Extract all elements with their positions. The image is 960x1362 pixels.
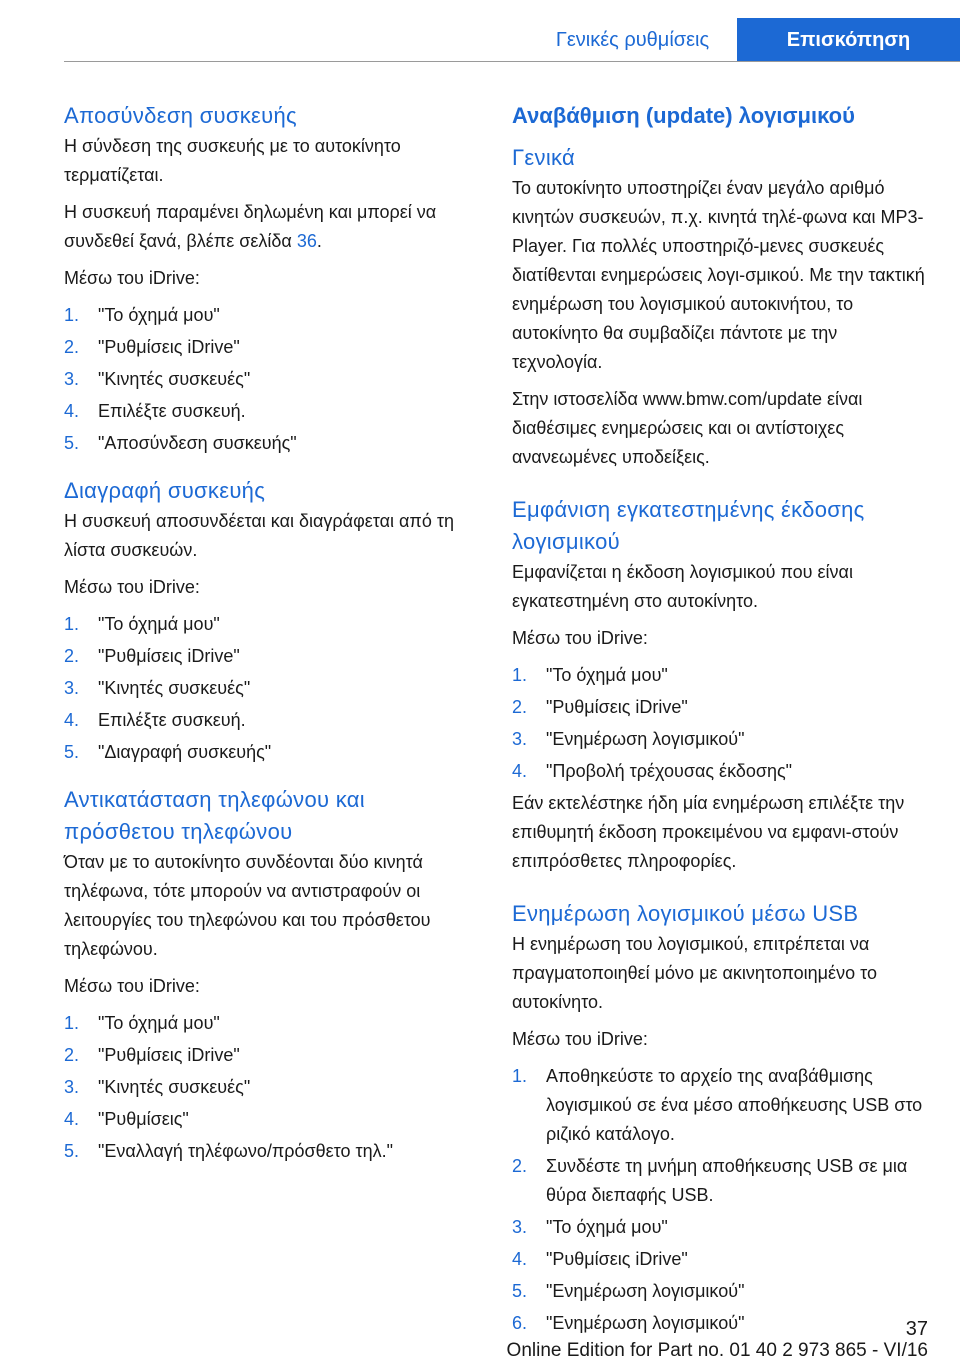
step-number: 5. — [512, 1281, 528, 1301]
list-item — [512, 1062, 926, 1149]
step-text: Συνδέστε τη μνήμη αποθήκευσης USB σε μια θύρα διεπαφής USB. — [546, 1156, 908, 1205]
steps-list — [64, 610, 478, 767]
step-text: "Το όχημά μου" — [546, 665, 668, 685]
step-number: 4. — [64, 401, 80, 421]
section-title: Διαγραφή συσκευής — [64, 478, 266, 503]
chapter-title: Αναβάθμιση (update) λογισμικού — [512, 103, 855, 128]
step-text: "Εναλλαγή τηλέφωνο/πρόσθετο τηλ." — [98, 1141, 394, 1161]
list-item — [64, 397, 478, 426]
step-text: "Ενημέρωση λογισμικού" — [546, 1313, 745, 1333]
step-number: 1. — [64, 1013, 80, 1033]
step-number: 5. — [64, 1141, 80, 1161]
paragraph — [64, 198, 478, 256]
step-text: "Το όχημά μου" — [98, 305, 220, 325]
step-text: Αποθηκεύστε το αρχείο της αναβάθμισης λογισμικού σε ένα μέσο αποθήκευσης USB στο ριζικό κατάλογο. — [546, 1066, 923, 1144]
step-number: 3. — [64, 678, 80, 698]
step-text: "Κινητές συσκευές" — [98, 678, 251, 698]
list-item — [64, 642, 478, 671]
step-number: 2. — [512, 1156, 528, 1176]
paragraph: Η συσκευή αποσυνδέεται και διαγράφεται από τη λίστα συσκευών. — [64, 511, 454, 560]
step-number: 3. — [64, 1077, 80, 1097]
step-text: "Το όχημά μου" — [546, 1217, 668, 1237]
header-divider — [64, 61, 960, 62]
step-number: 5. — [64, 433, 80, 453]
list-item — [512, 1152, 926, 1210]
list-item — [64, 1105, 478, 1134]
step-number: 6. — [512, 1313, 528, 1333]
page-reference-link[interactable]: 36 — [296, 231, 317, 251]
step-number: 4. — [64, 1109, 80, 1129]
step-number: 2. — [64, 337, 80, 357]
list-item — [64, 674, 478, 703]
footer-edition: Online Edition for Part no. 01 40 2 973 865 - VI/16 — [506, 1340, 928, 1361]
list-item — [512, 1245, 926, 1274]
list-item — [512, 1213, 926, 1242]
list-item — [512, 757, 926, 786]
step-text: "Ρυθμίσεις iDrive" — [98, 337, 240, 357]
section-usb-update — [512, 898, 926, 1338]
section-title: Γενικά — [512, 145, 576, 170]
steps-list — [64, 301, 478, 458]
paragraph: Εμφανίζεται η έκδοση λογισμικού που είναι εγκατεστημένη στο αυτοκίνητο. — [512, 562, 853, 611]
section-general — [512, 142, 926, 472]
list-item — [512, 1277, 926, 1306]
list-item — [64, 1137, 478, 1166]
list-item — [64, 429, 478, 458]
list-item — [64, 706, 478, 735]
section-title: Εμφάνιση εγκατεστημένης έκδοσης λογισμικού — [512, 497, 865, 554]
via-idrive-label: Μέσω του iDrive: — [64, 268, 200, 288]
section-title: Αντικατάσταση τηλεφώνου και πρόσθετου τηλεφώνου — [64, 787, 365, 844]
list-item — [512, 661, 926, 690]
paragraph-text: . — [316, 231, 322, 251]
section-swap-phone — [64, 784, 478, 1166]
section-title: Ενημέρωση λογισμικού μέσω USB — [512, 901, 859, 926]
paragraph: Το αυτοκίνητο υποστηρίζει έναν μεγάλο αριθμό κινητών συσκευών, π.χ. κινητά τηλέ‐φωνα και MP3-Player. Για πολλές υποστηριζό‐μενες συσκευές διατίθενται ενημερώσεις λογι‐σμικού. Με την τακτική ενημέρωση του λογισμικού αυτοκινήτου, το αυτοκίνητο θα συμβαδίζει πάντοτε με την τεχνολογία. — [512, 178, 925, 372]
step-text: "Το όχημά μου" — [98, 1013, 220, 1033]
step-text: "Κινητές συσκευές" — [98, 369, 251, 389]
step-text: "Ρυθμίσεις iDrive" — [546, 1249, 688, 1269]
step-number: 3. — [512, 729, 528, 749]
step-number: 1. — [512, 1066, 528, 1086]
step-text: "Προβολή τρέχουσας έκδοσης" — [546, 761, 793, 781]
via-idrive-label: Μέσω του iDrive: — [512, 628, 648, 648]
step-text: "Το όχημά μου" — [98, 614, 220, 634]
tab-overview[interactable]: Επισκόπηση — [737, 18, 960, 62]
step-number: 4. — [512, 761, 528, 781]
paragraph-text: Η συσκευή παραμένει δηλωμένη και μπορεί να συνδεθεί ξανά, βλέπε σελίδα — [64, 202, 437, 251]
step-text: "Ρυθμίσεις iDrive" — [98, 1045, 240, 1065]
step-text: "Ενημέρωση λογισμικού" — [546, 1281, 745, 1301]
section-disconnect-device — [64, 100, 478, 458]
list-item — [64, 738, 478, 767]
step-text: "Ενημέρωση λογισμικού" — [546, 729, 745, 749]
step-number: 2. — [64, 646, 80, 666]
list-item — [64, 301, 478, 330]
step-text: "Αποσύνδεση συσκευής" — [98, 433, 297, 453]
step-number: 1. — [512, 665, 528, 685]
list-item — [512, 725, 926, 754]
step-number: 1. — [64, 305, 80, 325]
steps-list — [512, 1062, 926, 1338]
tab-general-settings[interactable]: Γενικές ρυθμίσεις — [555, 29, 710, 51]
via-idrive-label: Μέσω του iDrive: — [64, 577, 200, 597]
step-text: "Ρυθμίσεις iDrive" — [546, 697, 688, 717]
step-number: 3. — [64, 369, 80, 389]
list-item — [64, 1041, 478, 1070]
section-title: Αποσύνδεση συσκευής — [64, 103, 297, 128]
list-item — [64, 1009, 478, 1038]
paragraph: Η σύνδεση της συσκευής με το αυτοκίνητο τερματίζεται. — [64, 136, 401, 185]
step-text: "Κινητές συσκευές" — [98, 1077, 251, 1097]
page-number: 37 — [905, 1318, 928, 1340]
step-number: 1. — [64, 614, 80, 634]
list-item — [512, 693, 926, 722]
paragraph: Στην ιστοσελίδα www.bmw.com/update είναι διαθέσιμες ενημερώσεις και οι αντίστοιχες ανανεωμένες υποδείξεις. — [512, 389, 863, 467]
paragraph: Εάν εκτελέστηκε ήδη μία ενημέρωση επιλέξτε την επιθυμητή έκδοση προκειμένου να εμφανι‐στούν επιπρόσθετες πληροφορίες. — [512, 793, 905, 871]
left-column — [64, 100, 478, 1169]
step-number: 4. — [512, 1249, 528, 1269]
section-show-version — [512, 494, 926, 876]
step-text: "Ρυθμίσεις" — [98, 1109, 189, 1129]
section-delete-device — [64, 475, 478, 767]
step-number: 2. — [64, 1045, 80, 1065]
step-number: 2. — [512, 697, 528, 717]
right-column — [512, 100, 926, 1341]
step-text: "Διαγραφή συσκευής" — [98, 742, 272, 762]
step-number: 4. — [64, 710, 80, 730]
steps-list — [64, 1009, 478, 1166]
list-item — [64, 333, 478, 362]
paragraph: Όταν με το αυτοκίνητο συνδέονται δύο κινητά τηλέφωνα, τότε μπορούν να αντιστραφούν οι λειτουργίες του τηλεφώνου και του πρόσθετου τηλεφώνου. — [64, 852, 431, 959]
via-idrive-label: Μέσω του iDrive: — [64, 976, 200, 996]
steps-list — [512, 661, 926, 786]
list-item — [64, 1073, 478, 1102]
paragraph: Η ενημέρωση του λογισμικού, επιτρέπεται να πραγματοποιηθεί μόνο με ακινητοποιημένο το αυτοκίνητο. — [512, 934, 877, 1012]
step-number: 3. — [512, 1217, 528, 1237]
list-item — [64, 610, 478, 639]
via-idrive-label: Μέσω του iDrive: — [512, 1029, 648, 1049]
page-header — [530, 18, 960, 62]
step-text: Επιλέξτε συσκευή. — [98, 710, 246, 730]
step-text: Επιλέξτε συσκευή. — [98, 401, 246, 421]
step-text: "Ρυθμίσεις iDrive" — [98, 646, 240, 666]
step-number: 5. — [64, 742, 80, 762]
list-item — [64, 365, 478, 394]
